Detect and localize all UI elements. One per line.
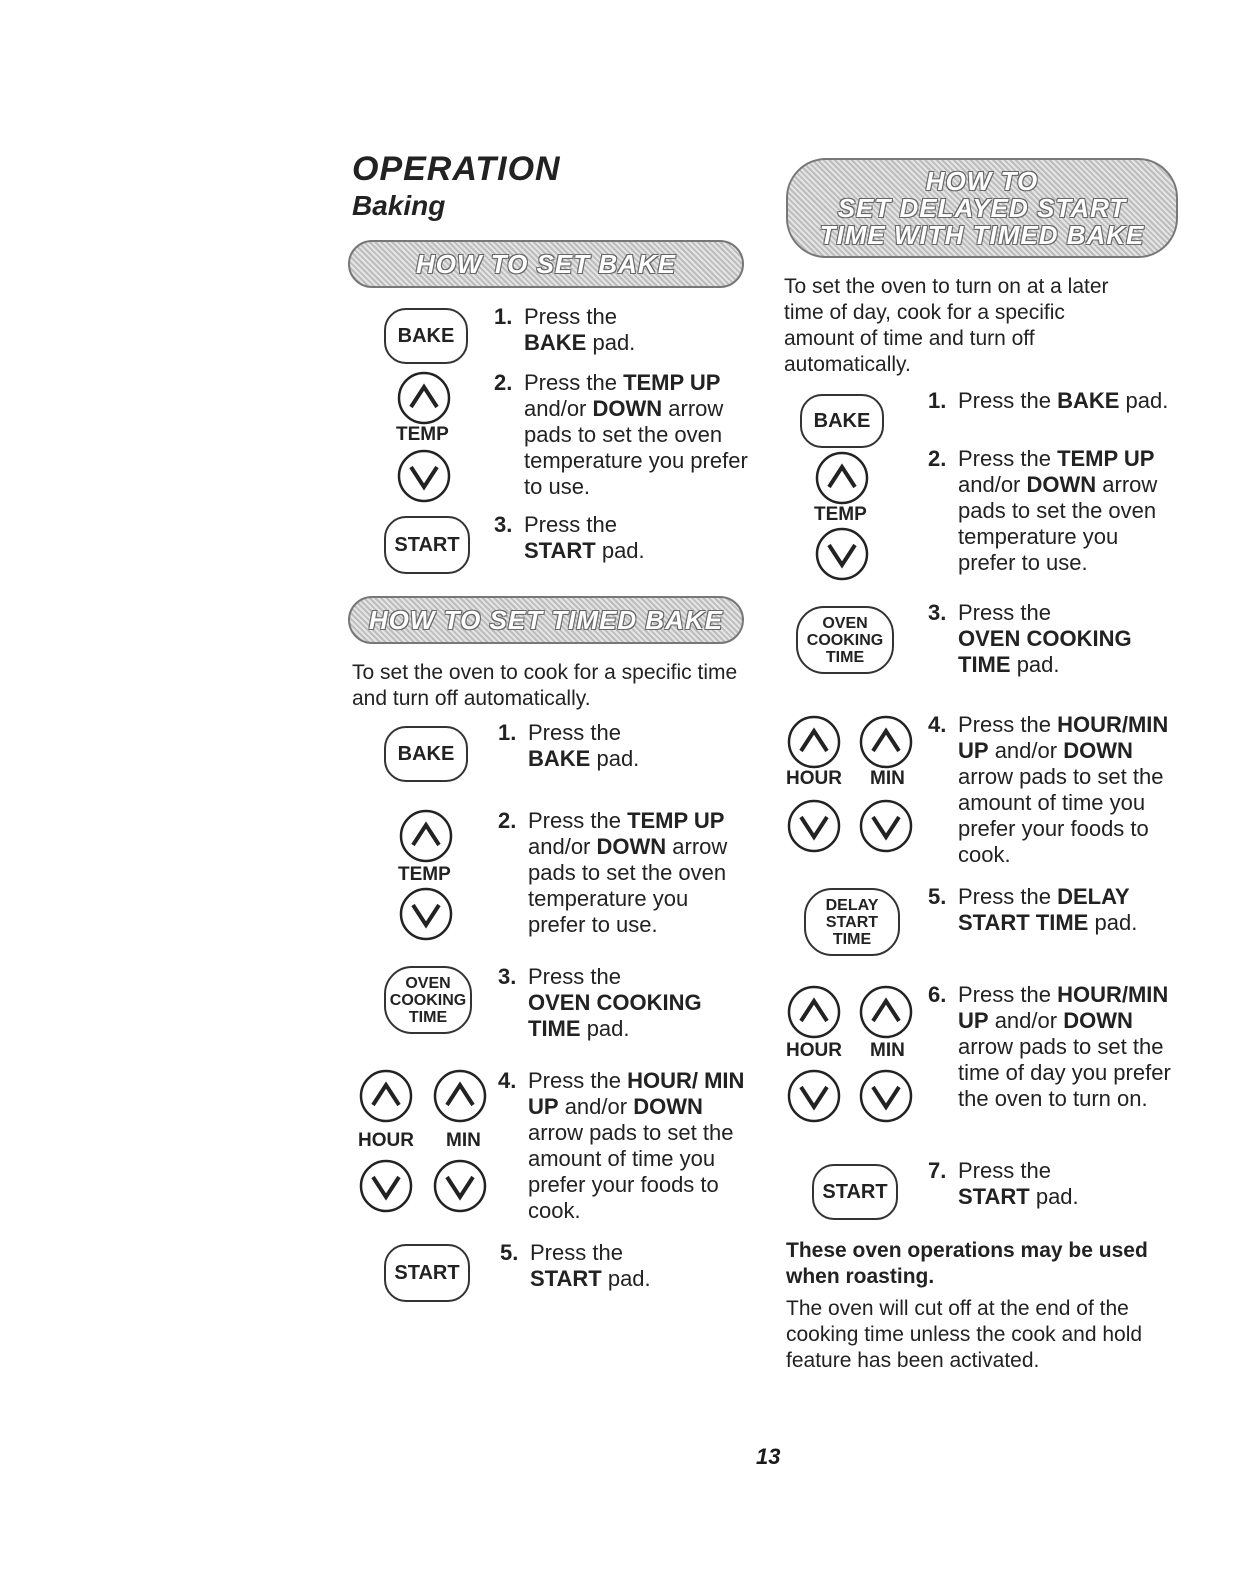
step-number: 3. <box>494 512 513 537</box>
banner-set-bake-text: HOW TO SET BAKE <box>415 248 677 279</box>
step-number: 1. <box>498 720 517 745</box>
roasting-heading: These oven operations may be used when roasting. <box>786 1239 1148 1288</box>
step-bold: TEMP UP <box>1057 446 1155 471</box>
step-text: Press the <box>958 884 1051 909</box>
step-text: pad. <box>596 746 640 771</box>
step-bold: BAKE <box>528 746 591 771</box>
set-bake-step-1 <box>494 304 754 356</box>
timed-bake-step-1 <box>498 720 748 772</box>
banner-timed-bake-text: HOW TO SET TIMED BAKE <box>368 604 724 635</box>
temp-down-arrow-icon <box>396 448 452 504</box>
step-bold: OVEN COOKING TIME <box>958 626 1132 677</box>
start-pad-label: START <box>822 1180 888 1203</box>
step-number: 5. <box>500 1240 519 1265</box>
step-bold: TEMP UP <box>627 808 725 833</box>
pad-label-line: DELAY <box>825 896 879 914</box>
min-label: MIN <box>446 1130 481 1151</box>
hour-down-arrow-icon <box>786 798 842 854</box>
bake-pad <box>800 394 884 448</box>
banner-set-bake <box>348 240 744 288</box>
hour-up-arrow-icon <box>786 984 842 1040</box>
step-text: pad. <box>1035 1184 1079 1209</box>
timed-bake-intro: To set the oven to cook for a specific time and turn off automatically. <box>352 661 738 710</box>
banner-delayed-start <box>786 158 1178 258</box>
step-bold: DOWN <box>1026 472 1097 497</box>
step-bold: OVEN COOKING TIME <box>528 990 702 1041</box>
pad-label-line: COOKING <box>806 631 884 649</box>
hour-label: HOUR <box>358 1130 414 1151</box>
set-bake-step-3 <box>494 512 754 564</box>
hour-down-arrow-icon <box>358 1158 414 1214</box>
step-text: pad. <box>592 330 636 355</box>
step-number: 5. <box>928 884 947 909</box>
step-bold: BAKE <box>524 330 587 355</box>
min-label: MIN <box>870 1040 905 1061</box>
min-up-arrow-icon <box>858 984 914 1040</box>
set-bake-step-2 <box>494 370 754 500</box>
min-down-arrow-icon <box>858 1068 914 1124</box>
hour-up-arrow-icon <box>786 714 842 770</box>
start-pad <box>812 1164 898 1220</box>
delayed-step-6 <box>928 982 1188 1112</box>
step-text: and/or <box>958 472 1021 497</box>
hour-down-arrow-icon <box>786 1068 842 1124</box>
delayed-intro: To set the oven to turn on at a later time of day, cook for a specific amount of time and turn off automatically. <box>784 275 1109 376</box>
step-text: pad. <box>1016 652 1060 677</box>
timed-bake-step-4 <box>498 1068 748 1224</box>
step-text: arrow pads to set the oven temperature you prefer to use. <box>524 396 748 499</box>
step-bold: START <box>524 538 596 563</box>
roasting-text: The oven will cut off at the end of the cooking time unless the cook and hold feature has been activated. <box>786 1297 1143 1372</box>
step-text: and/or <box>524 396 587 421</box>
start-pad <box>384 1244 470 1302</box>
bake-pad <box>384 726 468 782</box>
delayed-step-3 <box>928 600 1178 678</box>
step-text: arrow pads to set the oven temperature you prefer to use. <box>958 472 1158 575</box>
bake-pad-label: BAKE <box>397 324 455 347</box>
step-text: Press the <box>524 370 617 395</box>
oven-cooking-time-pad <box>796 606 894 674</box>
bake-pad <box>384 308 468 364</box>
step-number: 3. <box>928 600 947 625</box>
temp-up-arrow-icon <box>396 370 452 426</box>
step-bold: BAKE <box>1057 388 1120 413</box>
delayed-step-5 <box>928 884 1178 936</box>
step-bold: DOWN <box>1063 738 1133 763</box>
step-text: Press the <box>958 982 1051 1007</box>
step-text: arrow pads to set the oven temperature you prefer to use. <box>528 834 728 937</box>
step-text: pad. <box>1094 910 1138 935</box>
step-bold: DELAY START TIME <box>958 884 1130 935</box>
temp-label: TEMP <box>396 424 449 445</box>
min-down-arrow-icon <box>858 798 914 854</box>
delayed-step-1 <box>928 388 1198 414</box>
step-bold: START <box>958 1184 1030 1209</box>
min-up-arrow-icon <box>432 1068 488 1124</box>
step-text: Press the <box>528 964 621 989</box>
temp-label: TEMP <box>814 504 867 525</box>
page-number: 13 <box>756 1444 781 1469</box>
start-pad-label: START <box>394 533 460 556</box>
step-text: Press the <box>530 1240 623 1265</box>
step-text: arrow pads to set the amount of time you prefer your foods to cook. <box>958 764 1164 867</box>
step-text: Press the <box>524 304 617 329</box>
step-text: Press the <box>524 512 617 537</box>
hour-label: HOUR <box>786 1040 842 1061</box>
step-number: 2. <box>494 370 513 395</box>
step-number: 2. <box>498 808 517 833</box>
pad-label-line: OVEN <box>822 614 868 632</box>
step-bold: DOWN <box>592 396 663 421</box>
step-number: 4. <box>928 712 947 737</box>
step-text: arrow pads to set the time of day you prefer the oven to turn on. <box>958 1034 1171 1111</box>
step-text: Press the <box>528 808 621 833</box>
step-text: and/or <box>528 834 591 859</box>
step-text: Press the <box>528 720 621 745</box>
step-text: Press the <box>528 1068 621 1093</box>
step-bold: DOWN <box>596 834 667 859</box>
timed-bake-step-5 <box>500 1240 750 1292</box>
start-pad-label: START <box>394 1261 460 1284</box>
step-number: 1. <box>494 304 513 329</box>
step-number: 4. <box>498 1068 517 1093</box>
temp-up-arrow-icon <box>398 808 454 864</box>
temp-down-arrow-icon <box>814 526 870 582</box>
step-text: Press the <box>958 388 1051 413</box>
section-title: OPERATION <box>352 150 561 188</box>
temp-up-arrow-icon <box>814 450 870 506</box>
start-pad <box>384 516 470 574</box>
timed-bake-step-2 <box>498 808 748 938</box>
step-text: Press the <box>958 446 1051 471</box>
step-text: pad. <box>1125 388 1169 413</box>
min-down-arrow-icon <box>432 1158 488 1214</box>
step-bold: HOUR/MIN UP <box>958 982 1169 1033</box>
delay-start-time-pad <box>804 888 900 956</box>
bake-pad-label: BAKE <box>397 742 455 765</box>
step-bold: START <box>530 1266 602 1291</box>
hour-label: HOUR <box>786 768 842 789</box>
step-text: and/or <box>564 1094 628 1119</box>
step-bold: HOUR/MIN UP <box>958 712 1169 763</box>
step-bold: HOUR/ MIN UP <box>528 1068 745 1119</box>
delayed-step-7 <box>928 1158 1178 1210</box>
pad-label-line: START <box>825 913 879 931</box>
banner-delayed-line: HOW TO <box>925 165 1039 196</box>
min-up-arrow-icon <box>858 714 914 770</box>
pad-label-line: TIME <box>832 930 872 948</box>
min-label: MIN <box>870 768 905 789</box>
delayed-step-2 <box>928 446 1178 576</box>
step-number: 6. <box>928 982 947 1007</box>
delayed-step-4 <box>928 712 1188 868</box>
step-text: Press the <box>958 600 1051 625</box>
step-text: Press the <box>958 712 1051 737</box>
timed-bake-step-3 <box>498 964 748 1042</box>
pad-label-line: OVEN <box>405 974 451 992</box>
step-text: arrow pads to set the amount of time you prefer your foods to cook. <box>528 1120 734 1223</box>
step-text: and/or <box>994 1008 1058 1033</box>
step-bold: DOWN <box>1063 1008 1133 1033</box>
hour-up-arrow-icon <box>358 1068 414 1124</box>
pad-label-line: TIME <box>408 1008 448 1026</box>
step-text: Press the <box>958 1158 1051 1183</box>
step-bold: TEMP UP <box>623 370 721 395</box>
temp-down-arrow-icon <box>398 886 454 942</box>
step-number: 7. <box>928 1158 947 1183</box>
bake-pad-label: BAKE <box>813 409 871 432</box>
oven-cooking-time-pad <box>384 966 472 1034</box>
pad-label-line: COOKING <box>389 991 467 1009</box>
banner-timed-bake <box>348 596 744 644</box>
temp-label: TEMP <box>398 864 451 885</box>
step-bold: DOWN <box>633 1094 703 1119</box>
step-text: and/or <box>994 738 1058 763</box>
pad-label-line: TIME <box>825 648 865 666</box>
section-subtitle: Baking <box>352 190 446 221</box>
step-text: pad. <box>601 538 645 563</box>
step-text: pad. <box>586 1016 630 1041</box>
step-number: 1. <box>928 388 947 413</box>
banner-delayed-line: SET DELAYED START <box>837 192 1127 223</box>
step-number: 2. <box>928 446 947 471</box>
banner-delayed-line: TIME WITH TIMED BAKE <box>819 219 1145 250</box>
step-text: pad. <box>607 1266 651 1291</box>
step-number: 3. <box>498 964 517 989</box>
